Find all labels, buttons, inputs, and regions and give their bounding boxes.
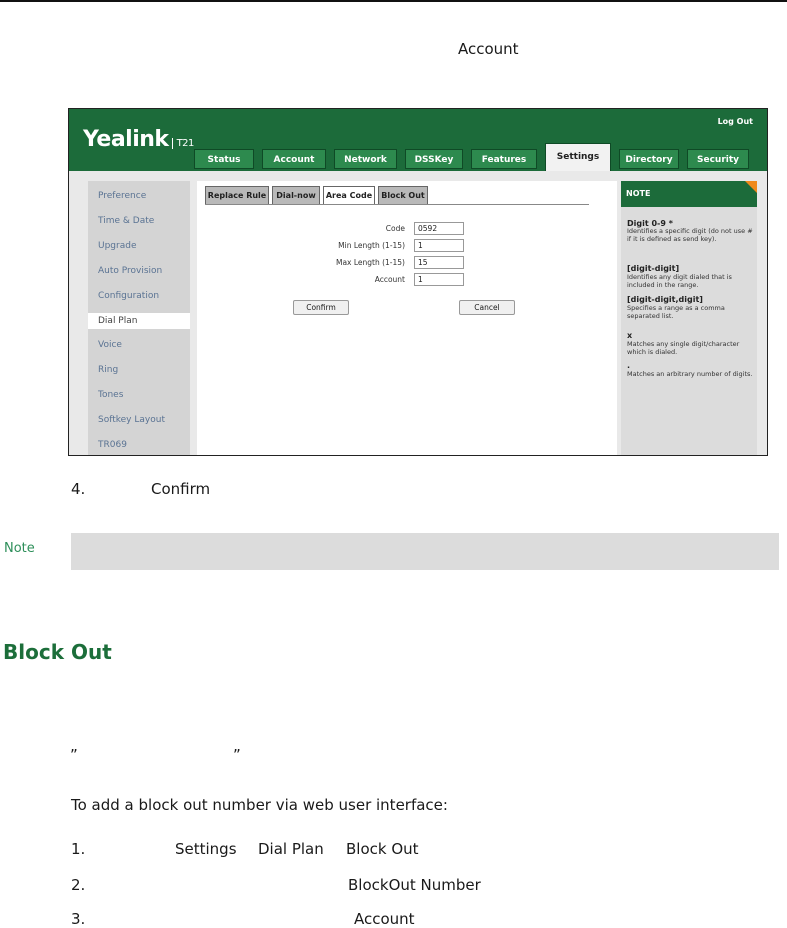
note-head-list: [digit-digit,digit] bbox=[627, 295, 703, 304]
logout-link[interactable]: Log Out bbox=[717, 117, 753, 126]
sidebar-item-softkey-layout[interactable]: Softkey Layout bbox=[98, 415, 165, 425]
step3-account: Account bbox=[354, 910, 415, 928]
sidebar-item-tones[interactable]: Tones bbox=[98, 390, 124, 400]
tab-security[interactable]: Security bbox=[687, 149, 749, 169]
note-body-list: Specifies a range as a comma separated list. bbox=[627, 304, 725, 320]
min-length-label: Min Length (1-15) bbox=[338, 241, 405, 250]
section-heading: Block Out bbox=[3, 640, 112, 664]
quote-close: ” bbox=[233, 746, 241, 764]
step2-blockout-number: BlockOut Number bbox=[348, 876, 481, 894]
step1-settings: Settings bbox=[175, 840, 237, 858]
note-body-digit: Identifies a specific digit (do not use # if it is defined as send key). bbox=[627, 227, 753, 243]
tab-area-code[interactable]: Area Code bbox=[323, 186, 375, 205]
step1-dial-plan: Dial Plan bbox=[258, 840, 324, 858]
sidebar-item-auto-provision[interactable]: Auto Provision bbox=[98, 266, 163, 276]
screenshot-header bbox=[69, 109, 767, 171]
step-text-account: Account bbox=[458, 40, 519, 58]
tab-dial-now[interactable]: Dial-now bbox=[272, 186, 320, 205]
note-box bbox=[71, 533, 779, 570]
dial-plan-content bbox=[197, 181, 617, 456]
howto-heading: To add a block out number via web user interface: bbox=[71, 796, 448, 814]
page-top-rule bbox=[0, 0, 787, 2]
max-length-input[interactable]: 15 bbox=[414, 256, 464, 269]
sidebar-item-preference[interactable]: Preference bbox=[98, 191, 147, 201]
step2-number: 2. bbox=[71, 876, 86, 894]
tab-underline bbox=[205, 204, 589, 205]
tab-account[interactable]: Account bbox=[262, 149, 326, 169]
step4-confirm: Confirm bbox=[151, 480, 211, 498]
code-input[interactable]: 0592 bbox=[414, 222, 464, 235]
quote-open: ” bbox=[70, 746, 78, 764]
sidebar-item-configuration[interactable]: Configuration bbox=[98, 291, 160, 301]
tab-block-out[interactable]: Block Out bbox=[378, 186, 428, 205]
tab-directory[interactable]: Directory bbox=[619, 149, 679, 169]
note-body-x: Matches any single digit/character which is dialed. bbox=[627, 340, 740, 356]
account-label: Account bbox=[374, 275, 405, 284]
note-body-range: Identifies any digit dialed that is included in the range. bbox=[627, 273, 732, 289]
note-head-range: [digit-digit] bbox=[627, 264, 680, 273]
note-head-dot: . bbox=[627, 361, 631, 370]
tab-settings[interactable]: Settings bbox=[545, 143, 611, 171]
note-corner-icon bbox=[745, 181, 757, 193]
sidebar-item-voice[interactable]: Voice bbox=[98, 340, 122, 350]
note-head-digit: Digit 0-9 * bbox=[627, 219, 673, 228]
account-input[interactable]: 1 bbox=[414, 273, 464, 286]
step4-number: 4. bbox=[71, 480, 86, 498]
note-title: NOTE bbox=[621, 181, 757, 207]
note-panel bbox=[621, 181, 757, 456]
note-body-dot: Matches an arbitrary number of digits. bbox=[627, 370, 753, 378]
tab-dsskey[interactable]: DSSKey bbox=[405, 149, 463, 169]
cancel-button[interactable]: Cancel bbox=[459, 300, 515, 315]
settings-sidebar bbox=[88, 181, 190, 456]
max-length-label: Max Length (1-15) bbox=[335, 258, 405, 267]
tab-features[interactable]: Features bbox=[471, 149, 537, 169]
sidebar-item-tr069[interactable]: TR069 bbox=[98, 440, 127, 450]
tab-replace-rule[interactable]: Replace Rule bbox=[205, 186, 269, 205]
step1-number: 1. bbox=[71, 840, 86, 858]
step3-number: 3. bbox=[71, 910, 86, 928]
code-label: Code bbox=[385, 224, 405, 233]
confirm-button[interactable]: Confirm bbox=[293, 300, 349, 315]
note-label: Note bbox=[4, 541, 35, 556]
tab-network[interactable]: Network bbox=[334, 149, 397, 169]
sidebar-item-upgrade[interactable]: Upgrade bbox=[98, 241, 137, 251]
step1-block-out: Block Out bbox=[346, 840, 419, 858]
sidebar-item-dial-plan[interactable]: Dial Plan bbox=[88, 313, 190, 329]
min-length-input[interactable]: 1 bbox=[414, 239, 464, 252]
sidebar-item-time-date[interactable]: Time & Date bbox=[98, 216, 155, 226]
note-head-x: x bbox=[627, 331, 633, 340]
web-ui-screenshot bbox=[68, 108, 768, 456]
tab-status[interactable]: Status bbox=[194, 149, 254, 169]
sidebar-item-ring[interactable]: Ring bbox=[98, 365, 119, 375]
yealink-logo: Yealink T21 bbox=[83, 127, 194, 152]
